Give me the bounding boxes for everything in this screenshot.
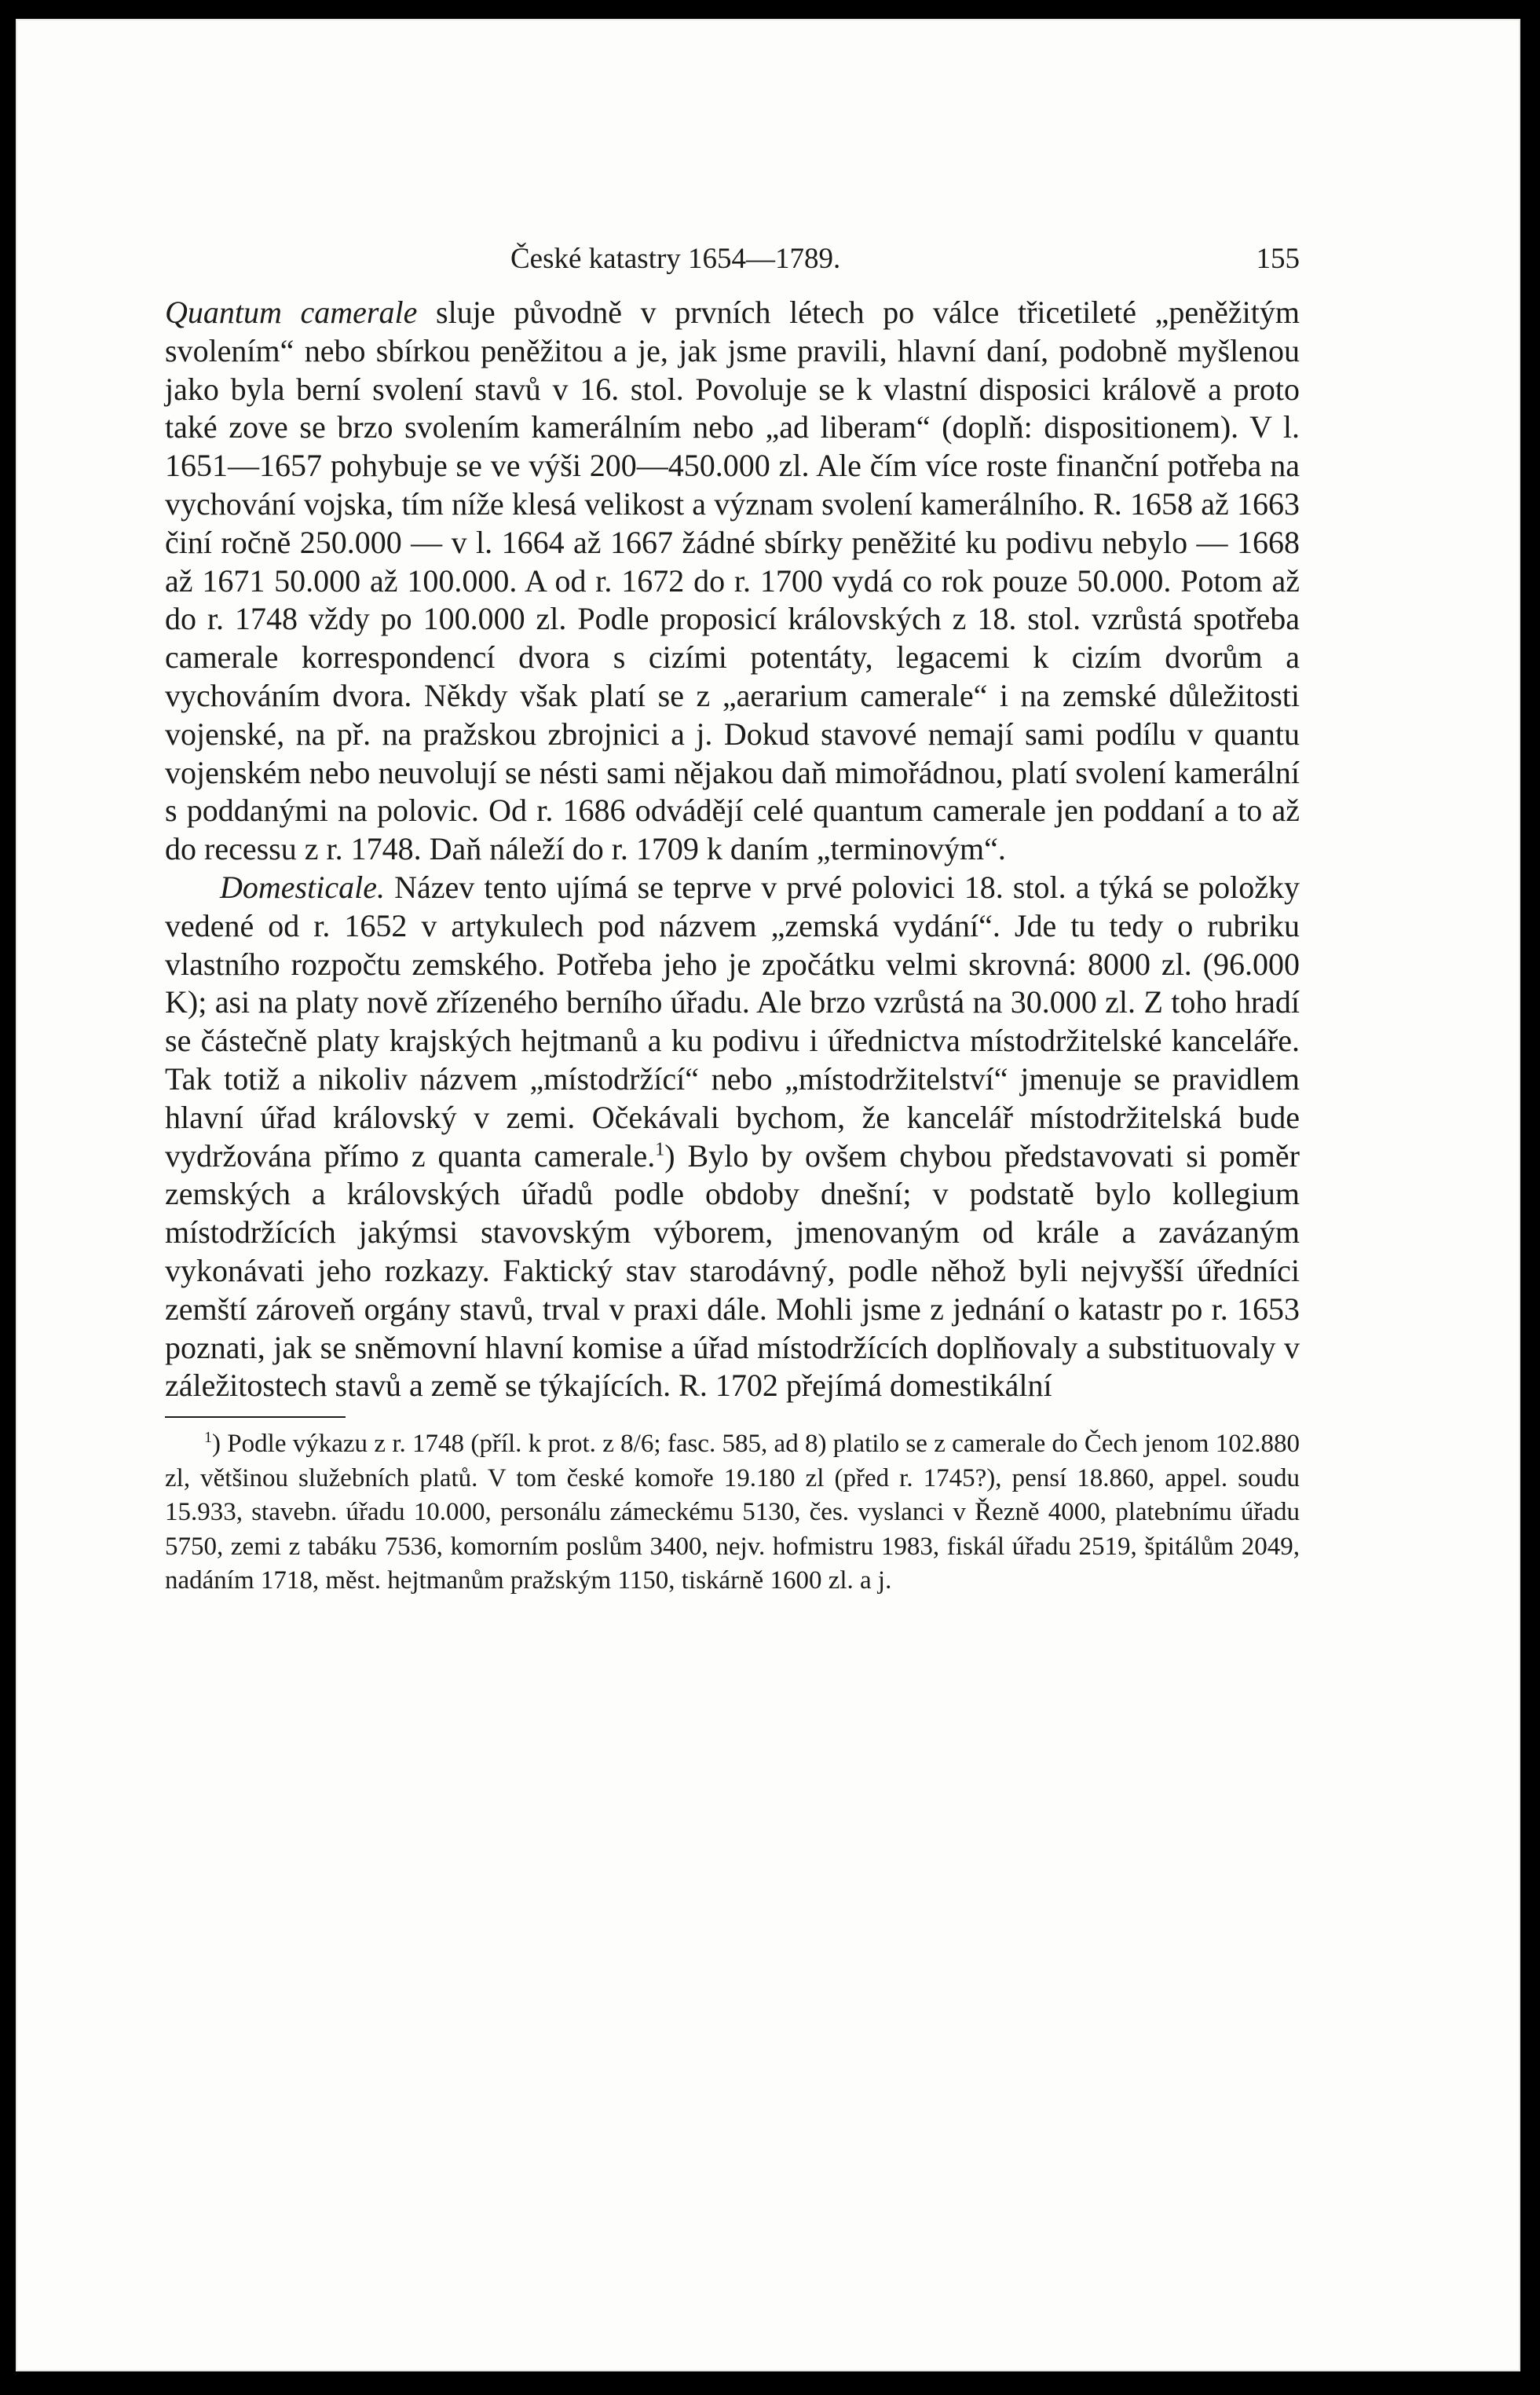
footnote-text: ) Podle výkazu z r. 1748 (příl. k prot. z 8/6; fasc. 585, ad 8) platilo se z camerale do Čech jenom 102.880 zl, většinou služebních platů. V tom české komoře 19.180 zl (před r. 1745?), pensí 18.860, appel. soudu 15.933, stavebn. úřadu 10.000, personálu zámeckému 5130, čes. vyslanci v Řezně 4000, platebnímu úřadu 5750, zemi z tabáku 7536, komorním poslům 3400, nejv. hofmistru 1983, fiskál úřadu 2519, špitálům 2049, nadáním 1718, měst. hejtmanům pražským 1150, tiskárně 1600 zl. a j. <box>165 1430 1300 1595</box>
book-page <box>16 19 1520 2371</box>
paragraph-domesticale <box>165 869 1300 1405</box>
running-title: České katastry 1654—1789. <box>510 243 841 275</box>
paragraph-text-continued: ) Bylo by ovšem chybou představovati si poměr zemských a královských úřadů podle obdoby dnešní; v podstatě bylo kollegium místodržících jakýmsi stavovským výborem, jmenovaným od krále a zavázaným vykonávati jeho rozkazy. Faktický stav starodávný, podle něhož byli nejvyšší úředníci zemští zároveň orgány stavů, trval v praxi dále. Mohli jsme z jednání o katastr po r. 1653 poznati, jak se sněmovní hlavní komise a úřad místodržících doplňovaly a substituovaly v záležitostech stavů a země se týkajících. R. 1702 přejímá domestikální <box>165 1137 1300 1404</box>
paragraph-text: sluje původně v prvních létech po válce třicetileté „peněžitým svolením“ nebo sbírkou peněžitou a je, jak jsme pravili, hlavní daní, podobně myšlenou jako byla berní svolení stavů v 16. stol. Povoluje se k vlastní disposici královĕ a proto také zove se brzo svolením kamerálním nebo „ad liberam“ (doplň: dispositionem). V l. 1651—1657 pohybuje se ve výši 200—450.000 zl. Ale čím více roste finanční potřeba na vychování vojska, tím níže klesá velikost a význam svolení kamerálního. R. 1658 až 1663 činí ročně 250.000 — v l. 1664 až 1667 žádné sbírky peněžité ku podivu nebylo — 1668 až 1671 50.000 až 100.000. A od r. 1672 do r. 1700 vydá co rok pouze 50.000. Potom až do r. 1748 vždy po 100.000 zl. Podle proposicí královských z 18. stol. vzrůstá spotřeba camerale korrespondencí dvora s cizími potentáty, legacemi k cizím dvorům a vychováním dvora. Někdy však platí se z „aerarium camerale“ i na zemské důležitosti vojenské, na př. na pražskou zbrojnici a j. Dokud stavové nemají sami podílu v quantu vojenském nebo neuvolují se nésti sami nějakou daň mimořádnou, platí svolení kamerální s poddanými na polovic. Od r. 1686 odvádějí celé quantum camerale jen poddaní a to až do recessu z r. 1748. Daň náleží do r. 1709 k daním „terminovým“. <box>165 295 1300 867</box>
footnote-reference: 1 <box>655 1139 665 1160</box>
body-text <box>165 294 1300 1405</box>
page-header <box>165 242 1300 289</box>
paragraph-text: Název tento ujímá se teprve v prvé polovici 18. stol. a týká se položky vedené od r. 1652 v artykulech pod názvem „zemská vydání“. Jde tu tedy o rubriku vlastního rozpočtu zemského. Potřeba jeho je zpočátku velmi skrovná: 8000 zl. (96.000 K); asi na platy nově zřízeného berního úřadu. Ale brzo vzrůstá na 30.000 zl. Z toho hradí se částečně platy krajských hejtmanů a ku podivu i úřednictva místodržitelské kanceláře. Tak totiž a nikoliv názvem „místodržící“ nebo „místodržitelství“ jmenuje se pravidlem hlavní úřad královský v zemi. Očekávali bychom, že kancelář místodržitelská bude vydržována přímo z quanta camerale. <box>165 869 1300 1174</box>
paragraph-term: Domesticale. <box>220 869 385 905</box>
page-content <box>165 242 1300 1598</box>
page-number: 155 <box>1256 243 1300 275</box>
footnote <box>165 1427 1300 1598</box>
footnote-marker: 1 <box>204 1429 212 1447</box>
paragraph-quantum-camerale <box>165 294 1300 869</box>
paragraph-term: Quantum camerale <box>165 295 418 330</box>
footnote-divider <box>165 1416 346 1418</box>
